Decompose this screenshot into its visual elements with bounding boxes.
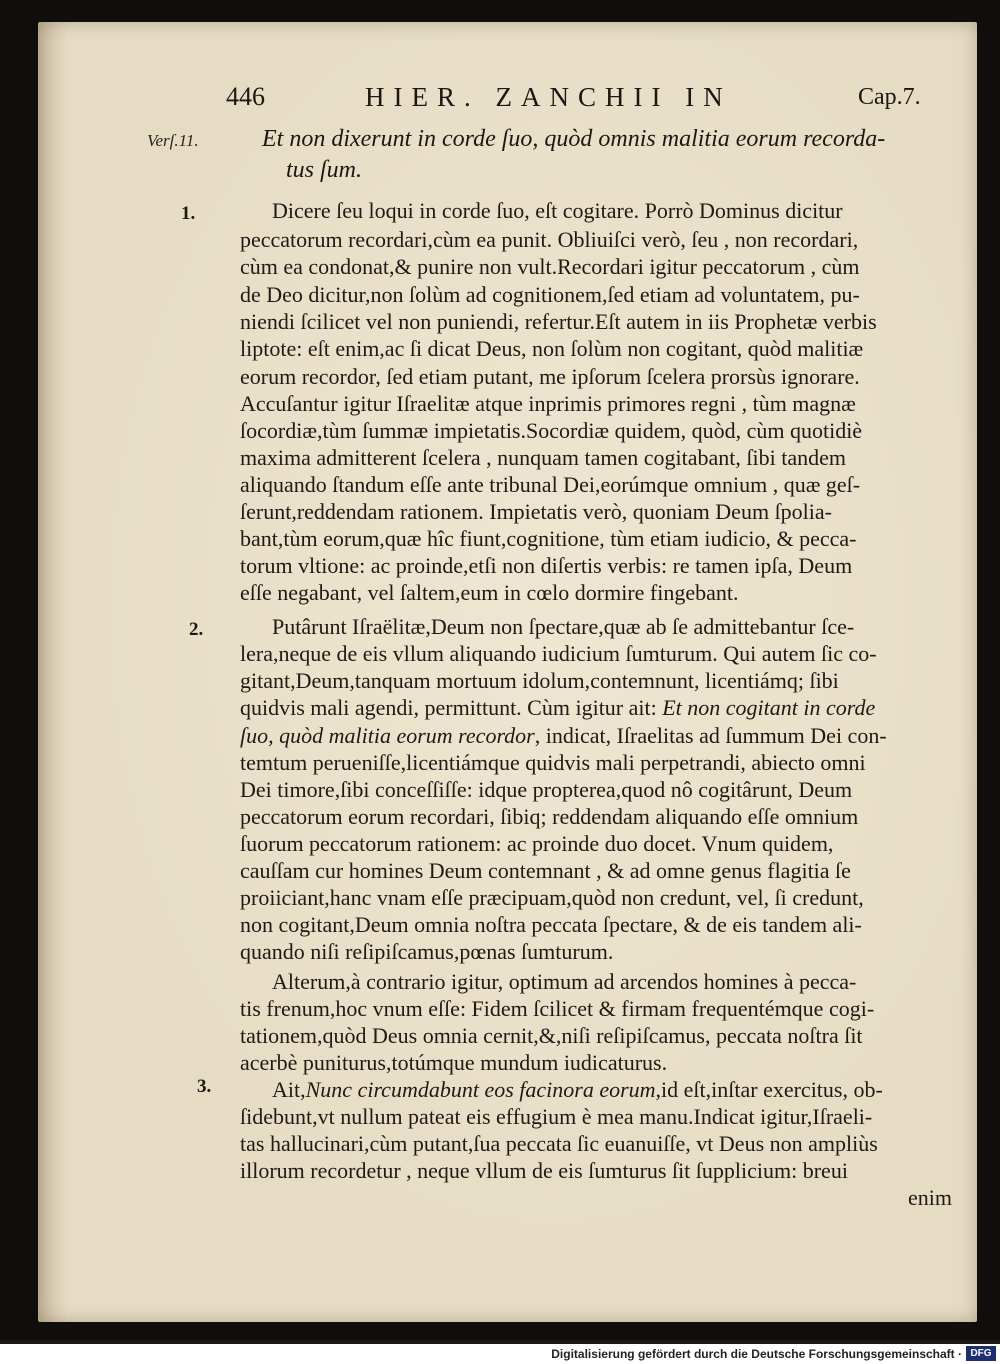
text-line: ſerunt,reddendam rationem. Impietatis verò, quoniam Deum ſpolia-	[240, 499, 832, 524]
text-line: acerbè puniturus,totúmque mundum iudicaturus.	[240, 1050, 668, 1075]
chapter-label: Cap.7.	[858, 84, 921, 110]
text-line: maxima admitterent ſcelera , nunquam tamen cogitabant, ſibi tandem	[240, 445, 847, 470]
running-title: HIER. ZANCHII IN	[365, 82, 732, 112]
text-segment: , indicat, Iſraelitas ad ſummum Dei con-	[534, 723, 887, 748]
text-line: eorum recordor, ſed etiam putant, me ipſorum ſcelera prorsùs ignorare.	[240, 364, 860, 389]
verse-label: Verſ.11.	[147, 131, 199, 150]
text-line: illorum recordetur , neque vllum de eis ſumturus ſit ſupplicium: breui	[240, 1158, 848, 1183]
heading-line: Et non dixerunt in corde ſuo, quòd omnis malitia eorum recorda-	[262, 126, 886, 152]
italic-quote: ſuo, quòd malitia eorum recordor	[240, 723, 535, 748]
text-line	[272, 1075, 940, 1104]
section-marker: 2.	[189, 619, 204, 640]
text-line	[240, 693, 940, 722]
text-line: niendi ſcilicet vel non puniendi, refertur.Eſt autem in iis Prophetæ verbis	[240, 309, 877, 334]
text-line: aliquando ſtandum eſſe ante tribunal Dei,eorúmque omnium , quæ geſ-	[240, 472, 861, 497]
text-line: Accuſantur igitur Iſraelitæ atque inprimis primores regni , tùm magnæ	[240, 391, 856, 416]
footer-text: Digitalisierung gefördert durch die Deutsche Forschungsgemeinschaft ·	[551, 1347, 962, 1361]
dfg-logo-icon: DFG	[966, 1346, 996, 1361]
text-line: tis frenum,hoc vnum eſſe: Fidem ſcilicet & firmam frequentémque cogi-	[240, 996, 875, 1021]
text-line: bant,tùm eorum,quæ hîc fiunt,cognitione, tùm etiam iudicio, & pecca-	[240, 526, 857, 551]
text-line: lera,neque de eis vllum aliquando iudicium ſumturum. Qui autem ſic co-	[240, 641, 877, 666]
text-line: quando niſi reſipiſcamus,pœnas ſumturum.	[240, 939, 614, 964]
text-line: Alterum,à contrario igitur, optimum ad arcendos homines à pecca-	[272, 969, 857, 994]
digitization-footer	[0, 1344, 1000, 1364]
text-line: gitant,Deum,tanquam mortuum idolum,contemnunt, licentiámq; ſibi	[240, 668, 839, 693]
heading-line: tus ſum.	[286, 157, 363, 183]
text-line: ſidebunt,vt nullum pateat eis effugium è mea manu.Indicat igitur,Iſraeli-	[240, 1104, 873, 1129]
italic-quote: Et non cogitant in corde	[662, 695, 876, 720]
text-line: liptote: eſt enim,ac ſi dicat Deus, non ſolùm non cogitant, quòd malitiæ	[240, 336, 864, 361]
text-line: Dicere ſeu loqui in corde ſuo, eſt cogitare. Porrò Dominus dicitur	[272, 198, 843, 223]
text-line	[240, 721, 940, 750]
section-marker: 3.	[197, 1076, 212, 1097]
text-line: non cogitant,Deum omnia noſtra peccata ſpectare, & de eis tandem ali-	[240, 912, 862, 937]
text-line: Putârunt Iſraëlitæ,Deum non ſpectare,quæ ab ſe admittebantur ſce-	[272, 614, 855, 639]
text-line: Dei timore,ſibi conceſſiſſe: idque propterea,quod nô cogitârunt, Deum	[240, 777, 853, 802]
page-number: 446	[226, 82, 265, 111]
section-marker: 1.	[181, 203, 196, 224]
text-line: ſocordiæ,tùm ſummæ impietatis.Socordiæ quidem, quòd, cùm quotidiè	[240, 418, 863, 443]
text-line: ſuorum peccatorum rationem: ac proinde duo docet. Vnum quidem,	[240, 831, 834, 856]
catchword: enim	[908, 1185, 952, 1210]
text-segment: ,id eſt,inſtar exercitus, ob-	[655, 1077, 883, 1102]
italic-quote: Nunc circumdabunt eos facinora eorum	[305, 1077, 656, 1102]
text-segment: Ait,	[272, 1077, 306, 1102]
text-line: cauſſam cur homines Deum contemnant , & ad omne genus flagitia ſe	[240, 858, 851, 883]
text-segment: quidvis mali agendi, permittunt. Cùm igitur ait:	[240, 695, 657, 720]
text-line: eſſe negabant, vel ſaltem,eum in cœlo dormire fingebant.	[240, 580, 739, 605]
running-header	[0, 82, 1000, 122]
text-line: peccatorum recordari,cùm ea punit. Obliuiſci verò, ſeu , non recordari,	[240, 227, 859, 252]
text-line: peccatorum eorum recordari, ſibiq; reddendam aliquando eſſe omnium	[240, 804, 859, 829]
text-line: proiiciant,hanc vnam eſſe præcipuam,quòd non credunt, vel, ſi credunt,	[240, 885, 864, 910]
text-line: cùm ea condonat,& punire non vult.Recordari igitur peccatorum , cùm	[240, 254, 860, 279]
text-line: torum vltione: ac proinde,etſi non diſertis verbis: re tamen ipſa, Deum	[240, 553, 853, 578]
text-line: temtum perueniſſe,licentiámque quidvis mali perpetrandi, abiecto omni	[240, 750, 866, 775]
verse-heading	[262, 124, 952, 186]
text-line: tationem,quòd Deus omnia cernit,&,niſi reſipiſcamus, peccata noſtra ſit	[240, 1023, 863, 1048]
text-line: de Deo dicitur,non ſolùm ad cognitionem,ſed etiam ad voluntatem, pu-	[240, 282, 860, 307]
text-line: tas hallucinari,cùm putant,ſua peccata ſic euanuiſſe, vt Deus non ampliùs	[240, 1131, 878, 1156]
